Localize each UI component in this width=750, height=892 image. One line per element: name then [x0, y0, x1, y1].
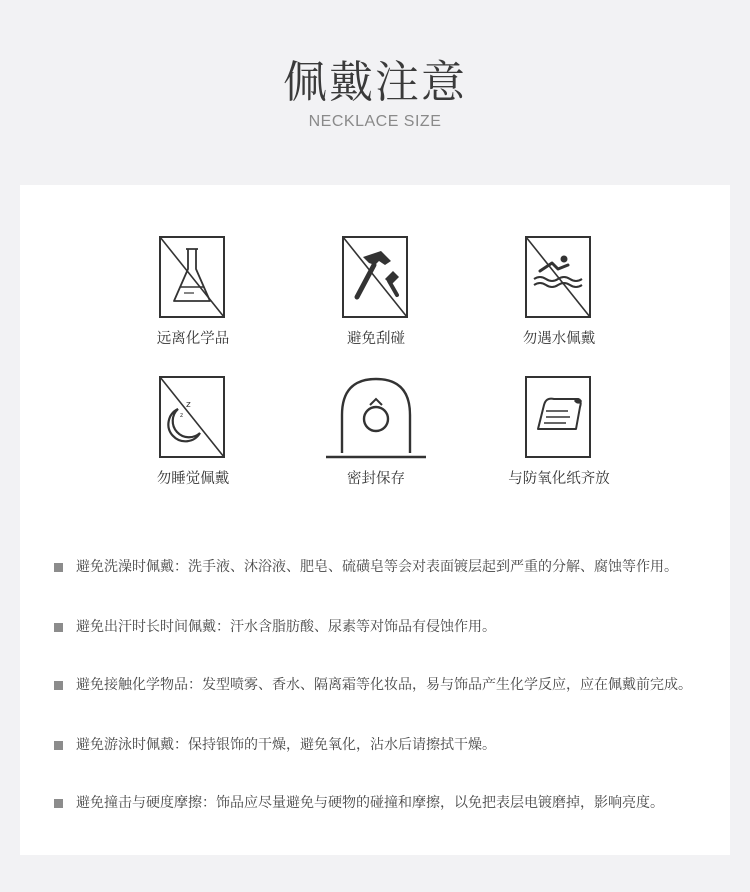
icon-label: 与防氧化纸齐放: [508, 471, 610, 487]
bullet-icon: [54, 623, 63, 632]
page-subtitle: NECKLACE SIZE: [308, 113, 442, 130]
note-text: 避免游泳时佩戴：保持银饰的干燥，避免氧化，沾水后请擦拭干燥。: [76, 737, 496, 753]
icon-item-chemicals: [123, 235, 263, 347]
icon-label: 避免刮碰: [347, 331, 405, 347]
hammer-icon: [341, 235, 411, 319]
icon-item-seal: [306, 375, 446, 487]
sleep-moon-icon: [158, 375, 228, 459]
note-text: 避免出汗时长时间佩戴：汗水含脂肪酸、尿素等对饰品有侵蚀作用。: [76, 619, 496, 635]
icon-item-paper: [489, 375, 629, 487]
paper-roll-icon: [524, 375, 594, 459]
chemical-flask-icon: [158, 235, 228, 319]
page-title: 佩戴注意: [283, 57, 467, 108]
icon-item-scratch: [306, 235, 446, 347]
note-text: 避免撞击与硬度摩擦：饰品应尽量避免与硬物的碰撞和摩擦，以免把表层电镀磨掉，影响亮度。: [76, 795, 664, 811]
swimming-icon: [524, 235, 594, 319]
bullet-icon: [54, 799, 63, 808]
note-text: 避免洗澡时佩戴：洗手液、沐浴液、肥皂、硫磺皂等会对表面镀层起到严重的分解、腐蚀等作用。: [76, 559, 678, 575]
icon-label: 勿睡觉佩戴: [156, 471, 230, 487]
icon-item-sleep: [123, 375, 263, 487]
content-card: [20, 185, 730, 855]
icon-item-water: [489, 235, 629, 347]
icon-label: 远离化学品: [156, 331, 230, 347]
svg-text:z: z: [186, 400, 191, 410]
header: [0, 0, 750, 185]
ring-box-icon: [326, 375, 426, 459]
svg-text:z: z: [180, 412, 184, 419]
note-text: 避免接触化学物品：发型喷雾、香水、隔离霜等化妆品，易与饰品产生化学反应，应在佩戴前完成。: [76, 677, 692, 693]
bullet-icon: [54, 681, 63, 690]
icon-label: 密封保存: [347, 471, 405, 487]
bullet-icon: [54, 563, 63, 572]
bullet-icon: [54, 741, 63, 750]
icon-label: 勿遇水佩戴: [522, 331, 596, 347]
